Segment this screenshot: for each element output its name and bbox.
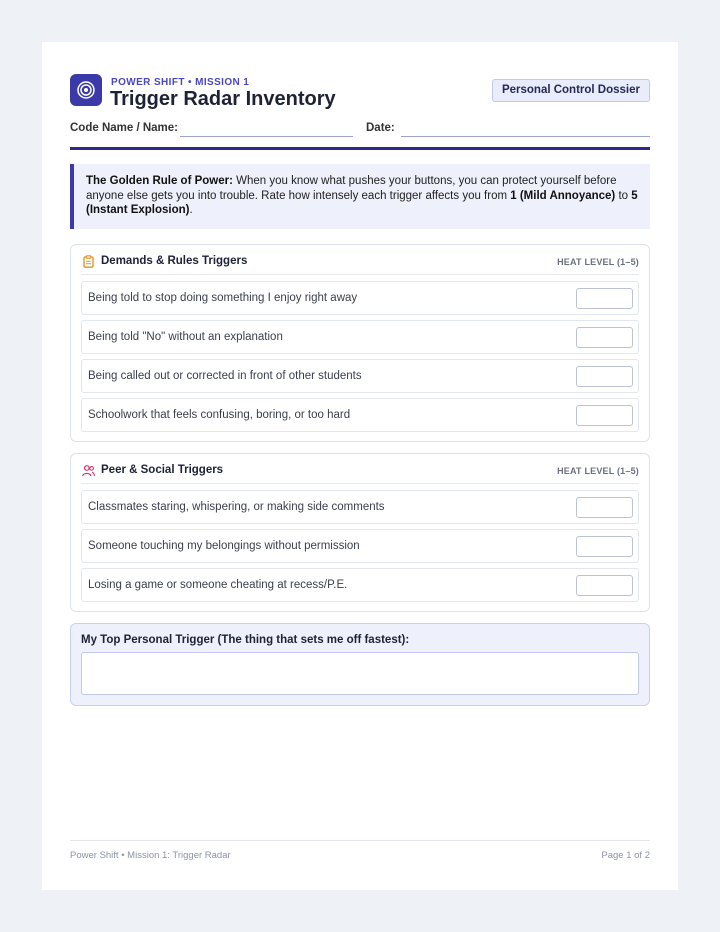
heat-level-input[interactable] <box>576 405 633 426</box>
clipboard-icon <box>82 255 95 268</box>
top-trigger-label: My Top Personal Trigger (The thing that sets me off fastest): <box>81 634 410 646</box>
name-date-row <box>70 120 650 140</box>
callout-end: . <box>189 204 193 216</box>
trigger-row <box>81 320 639 354</box>
rating-high: 5 (Instant Explosion) <box>86 189 638 216</box>
mission-eyebrow: POWER SHIFT • MISSION 1 <box>111 77 250 88</box>
top-trigger-input[interactable] <box>81 652 639 695</box>
trigger-row <box>81 359 639 393</box>
heat-level-label: HEAT LEVEL (1–5) <box>557 257 639 267</box>
trigger-text: Being told "No" without an explanation <box>88 331 283 343</box>
radar-target-icon <box>70 74 102 106</box>
section-demands-rules <box>70 244 650 442</box>
heat-level-input[interactable] <box>576 327 633 348</box>
worksheet-page <box>42 42 678 890</box>
name-field[interactable] <box>180 136 353 137</box>
heat-level-input[interactable] <box>576 366 633 387</box>
section-peer-social <box>70 453 650 612</box>
date-field[interactable] <box>401 136 650 137</box>
page-title: Trigger Radar Inventory <box>110 88 336 110</box>
name-label: Code Name / Name: <box>70 122 179 134</box>
date-label: Date: <box>366 122 395 134</box>
heat-level-input[interactable] <box>576 536 633 557</box>
golden-rule-callout <box>70 164 650 229</box>
header-divider <box>70 147 650 150</box>
footer-title: Power Shift • Mission 1: Trigger Radar <box>70 850 231 861</box>
heat-level-input[interactable] <box>576 575 633 596</box>
section-header <box>81 245 639 275</box>
heat-level-label: HEAT LEVEL (1–5) <box>557 466 639 476</box>
trigger-row <box>81 568 639 602</box>
section-title: Peer & Social Triggers <box>101 464 224 476</box>
page-header <box>70 74 650 114</box>
trigger-row <box>81 281 639 315</box>
people-icon <box>82 464 95 477</box>
top-trigger-panel <box>70 623 650 706</box>
section-header <box>81 454 639 484</box>
trigger-text: Losing a game or someone cheating at recess/P.E. <box>88 579 348 591</box>
trigger-text: Being called out or corrected in front of other students <box>88 370 362 382</box>
trigger-row <box>81 490 639 524</box>
callout-text: When you know what pushes your buttons, you can protect yourself before anyone else gets you into trouble. Rate how intensely each trigger affects you from <box>86 175 617 202</box>
page-number: Page 1 of 2 <box>601 850 650 861</box>
section-title: Demands & Rules Triggers <box>101 255 248 267</box>
trigger-row <box>81 529 639 563</box>
rating-low: 1 (Mild Annoyance) <box>510 189 616 202</box>
heat-level-input[interactable] <box>576 288 633 309</box>
trigger-text: Classmates staring, whispering, or making side comments <box>88 501 385 513</box>
callout-lead: The Golden Rule of Power: <box>86 175 233 187</box>
callout-mid: to <box>615 189 632 202</box>
trigger-text: Schoolwork that feels confusing, boring, or too hard <box>88 409 351 421</box>
dossier-badge: Personal Control Dossier <box>492 79 650 102</box>
heat-level-input[interactable] <box>576 497 633 518</box>
page-footer <box>70 840 650 860</box>
trigger-row <box>81 398 639 432</box>
trigger-text: Being told to stop doing something I enjoy right away <box>88 292 358 304</box>
trigger-text: Someone touching my belongings without permission <box>88 540 360 552</box>
